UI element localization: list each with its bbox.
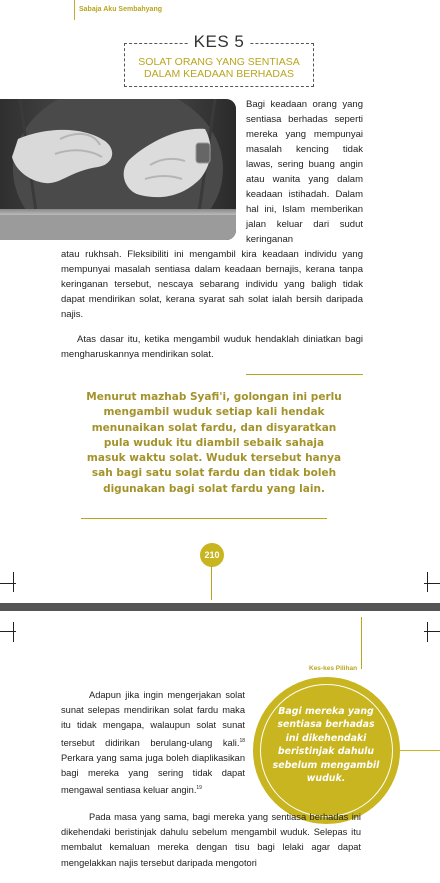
running-section-title: Kes-kes Pilihan: [309, 665, 358, 672]
lower-paragraph-1-cont: Perkara yang sama juga boleh diaplikasikan bagi mereka yang sering tidak dapat mengawal sentiasa keluar angin.: [61, 752, 245, 796]
page-divider: [0, 603, 440, 611]
lower-paragraph-1-text: Adapun jika ingin mengerjakan solat sunat selepas mendirikan solat fardu maka itu tidak mengapa, walaupun solat sunat tersebut didirikan berulang-ulang kali.: [61, 690, 245, 748]
header-accent-bar: [74, 0, 75, 20]
body-paragraph: Atas dasar itu, ketika mengambil wuduk hendaklah diniatkan bagi mengharuskannya mendirikan solat.: [61, 334, 363, 360]
lower-paragraph-1: [61, 688, 245, 799]
case-number-label: KES 5: [188, 32, 251, 51]
footnote-ref: 18: [239, 737, 245, 744]
case-title: [126, 56, 312, 80]
crop-mark: [427, 622, 428, 642]
crop-mark: [427, 572, 428, 592]
page-number-stem: [211, 566, 212, 600]
page-number: 210: [200, 543, 224, 567]
case-title-line2: DALAM KEADAAN BERHADAS: [144, 68, 294, 80]
crop-mark: [13, 572, 14, 592]
pull-quote: Menurut mazhab Syafi'i, golongan ini perlu mengambil wuduk setiap kali hendak menunaikan solat fardu, dan disyaratkan pula wuduk itu diambil sebaik sahaja masuk waktu solat. Wuduk tersebut hanya sah bagi satu solat fardu dan tidak boleh digunakan bagi solat fardu yang lain.: [86, 391, 342, 495]
running-header: Sabaja Aku Sembahyang: [79, 6, 162, 13]
case-number: [124, 32, 314, 52]
section-header-rule: [361, 617, 362, 669]
quote-rule-top: [246, 374, 363, 375]
hands-on-abdomen-photo: [0, 99, 236, 240]
intro-paragraph-continued: atau rukhsah. Fleksibiliti ini mengambil kira keadaan individu yang mempunyai masalah sentiasa dalam keadaan bernajis, kerana tanpa keringanan tersebut, nescaya sebarang individu yang baligh tidak dapat mendirikan solat, kerana syarat sah solat ialah bersih daripada najis.: [61, 249, 363, 320]
crop-mark: [13, 622, 14, 642]
quote-rule-bottom: [81, 518, 327, 519]
footnote-ref: 19: [196, 785, 202, 792]
case-title-line1: SOLAT ORANG YANG SENTIASA: [138, 56, 300, 68]
intro-paragraph-wrap: Bagi keadaan orang yang sentiasa berhadas seperti mereka yang mempunyai masalah kencing tidak lawas, sering buang angin atau wanita yang dalam keadaan istihadah. Dalam hal ini, Islam memberikan jalan keluar dari sudut keringanan: [246, 99, 363, 245]
callout-leader-line: [400, 750, 440, 751]
callout-text: Bagi mereka yang sentiasa berhadas ini dikehendaki beristinjak dahulu sebelum mengambil wuduk.: [272, 706, 380, 785]
lower-paragraph-2: Pada masa yang sama, bagi mereka yang sentiasa berhadas ini dikehendaki beristinjak dahulu sebelum mengambil wuduk. Selepas itu membalut kemaluan mereka dengan tisu bagi lelaki agar dapat mengelakkan najis tersebut daripada mengotori: [61, 812, 361, 868]
